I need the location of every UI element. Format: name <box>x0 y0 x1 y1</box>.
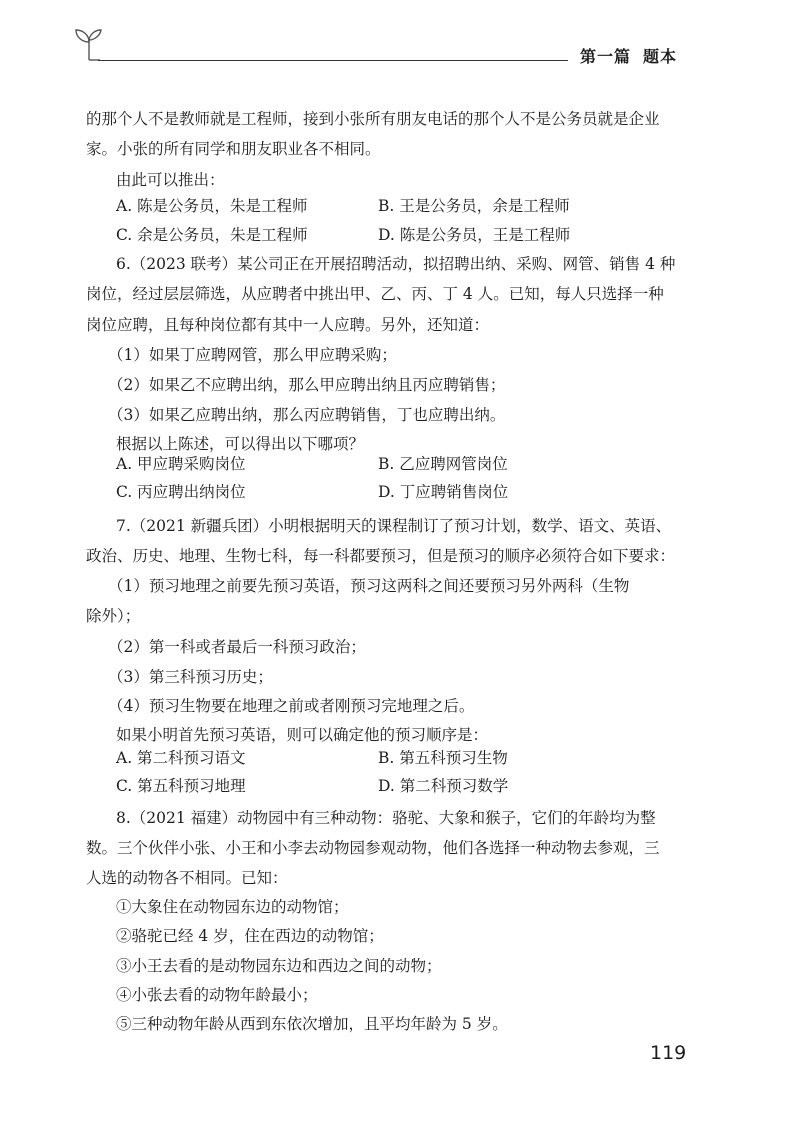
question-7-stem: 7.（2021 新疆兵团）小明根据明天的课程制订了预习计划，数学、语文、英语、 <box>116 517 672 535</box>
question-prompt: 由此可以推出： <box>116 171 225 189</box>
option-d: D. 第二科预习数学 <box>378 777 509 795</box>
option-a: A. 陈是公务员，朱是工程师 <box>116 197 308 215</box>
page-number: 119 <box>650 1042 687 1064</box>
question-prompt: 如果小明首先预习英语，则可以确定他的预习顺序是： <box>116 726 489 744</box>
header-section: 题本 <box>643 47 678 66</box>
option-c: C. 丙应聘出纳岗位 <box>116 483 246 501</box>
condition: （4）预习生物要在地理之前或者刚预习完地理之后。 <box>108 697 475 715</box>
option-b: B. 乙应聘网管岗位 <box>378 455 508 473</box>
condition: ⑤三种动物年龄从西到东依次增加，且平均年龄为 5 岁。 <box>116 1015 508 1033</box>
option-d: D. 丁应聘销售岗位 <box>378 483 509 501</box>
text-line: 家。小张的所有同学和朋友职业各不相同。 <box>86 140 381 158</box>
header-rule <box>98 60 568 61</box>
option-a: A. 甲应聘采购岗位 <box>116 455 246 473</box>
option-a: A. 第二科预习语文 <box>116 749 246 767</box>
condition: （3）如果乙应聘出纳，那么丙应聘销售，丁也应聘出纳。 <box>108 406 506 424</box>
option-d: D. 陈是公务员，王是工程师 <box>378 226 571 244</box>
text-line: 的那个人不是教师就是工程师，接到小张所有朋友电话的那个人不是公务员就是企业 <box>86 110 660 128</box>
question-prompt: 根据以上陈述，可以得出以下哪项？ <box>116 435 365 453</box>
condition: （1）如果丁应聘网管，那么甲应聘采购； <box>108 346 397 364</box>
header-part: 第一篇 <box>580 47 632 66</box>
text-line: 除外）； <box>86 607 141 625</box>
condition: （2）如果乙不应聘出纳，那么甲应聘出纳且丙应聘销售； <box>108 376 506 394</box>
text-line: 人选的动物各不相同。已知： <box>86 869 288 887</box>
page-header <box>0 0 800 80</box>
text-line: 岗位应聘，且每种岗位都有其中一人应聘。另外，还知道： <box>86 316 490 334</box>
condition: （2）第一科或者最后一科预习政治； <box>108 638 366 656</box>
question-6-stem: 6.（2023 联考）某公司正在开展招聘活动，拟招聘出纳、采购、网管、销售 4 种 <box>116 255 676 273</box>
condition: ①大象住在动物园东边的动物馆； <box>116 898 349 916</box>
option-b: B. 王是公务员，余是工程师 <box>378 197 570 215</box>
condition: （3）第三科预习历史； <box>108 668 273 686</box>
text-line: 岗位，经过层层筛选，从应聘者中挑出甲、乙、丙、丁 4 人。已知，每人只选择一种 <box>86 285 664 303</box>
condition: ②骆驼已经 4 岁，住在西边的动物馆； <box>116 927 384 945</box>
condition: ③小王去看的是动物园东边和西边之间的动物； <box>116 957 442 975</box>
text-line: 数。三个伙伴小张、小王和小李去动物园参观动物，他们各选择一种动物去参观，三 <box>86 839 660 857</box>
header-title <box>580 44 677 67</box>
option-c: C. 余是公务员，朱是工程师 <box>116 226 308 244</box>
question-8-stem: 8.（2021 福建）动物园中有三种动物：骆驼、大象和猴子，它们的年龄均为整 <box>116 809 656 827</box>
condition: （1）预习地理之前要先预习英语，预习这两科之间还要预习另外两科（生物 <box>108 577 630 595</box>
option-b: B. 第五科预习生物 <box>378 749 508 767</box>
option-c: C. 第五科预习地理 <box>116 777 246 795</box>
sprout-leaf-icon <box>72 26 106 62</box>
text-line: 政治、历史、地理、生物七科，每一科都要预习，但是预习的顺序必须符合如下要求： <box>86 547 676 565</box>
condition: ④小张去看的动物年龄最小； <box>116 986 318 1004</box>
